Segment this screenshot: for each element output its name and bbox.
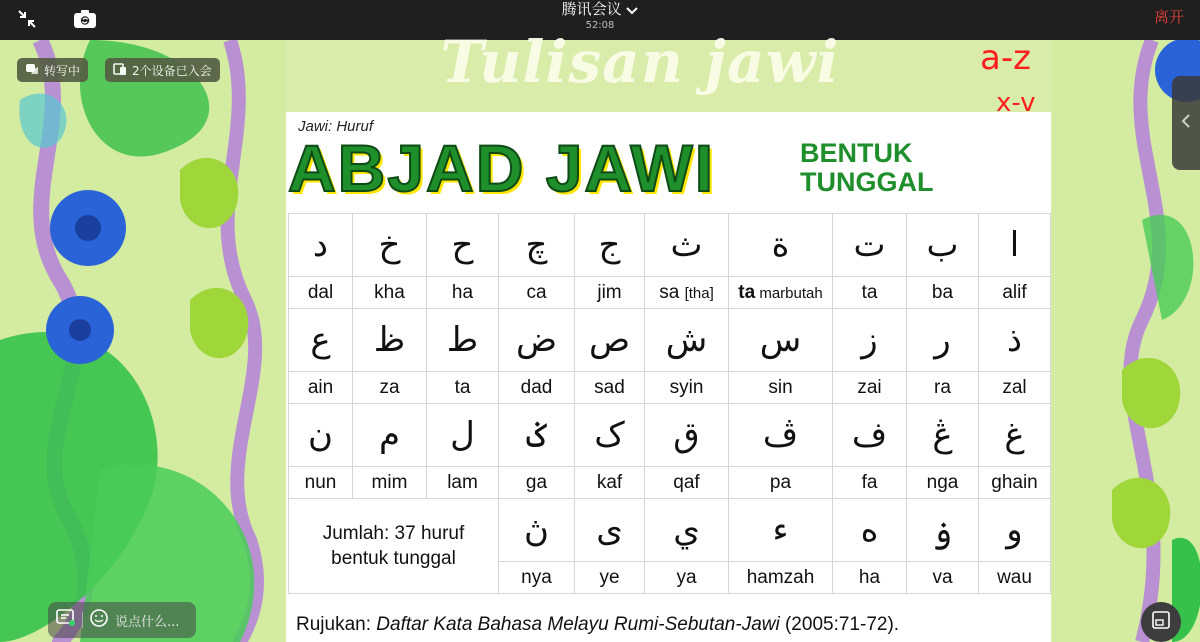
- letter-row: [289, 309, 1051, 372]
- jawi-letter: ݢ: [499, 404, 575, 467]
- jawi-letter: ظ: [353, 309, 427, 372]
- jawi-letter: ف: [833, 404, 907, 467]
- reference-suffix: (2005:71-72).: [779, 614, 900, 635]
- letter-name: nga: [907, 467, 979, 499]
- letter-name: nya: [499, 562, 575, 594]
- letter-name: sin: [729, 372, 833, 404]
- jawi-letter: ب: [907, 214, 979, 277]
- letter-name: ya: [645, 562, 729, 594]
- jawi-letter: ع: [289, 309, 353, 372]
- letter-name: qaf: [645, 467, 729, 499]
- letter-name: mim: [353, 467, 427, 499]
- letter-name: ca: [499, 277, 575, 309]
- letter-row: [289, 499, 1051, 562]
- jawi-letter: چ: [499, 214, 575, 277]
- jawi-letter: ڠ: [907, 404, 979, 467]
- letter-name: zal: [979, 372, 1051, 404]
- annotation-x-v: x-v: [996, 88, 1036, 118]
- meeting-title[interactable]: [0, 0, 1200, 19]
- letter-name: va: [907, 562, 979, 594]
- layout-icon: [1151, 610, 1171, 634]
- jawi-letter: ح: [427, 214, 499, 277]
- jawi-letter: و: [979, 499, 1051, 562]
- reference-prefix: Rujukan:: [296, 614, 377, 635]
- letter-name: kaf: [575, 467, 645, 499]
- letter-name: pa: [729, 467, 833, 499]
- jawi-letter: خ: [353, 214, 427, 277]
- side-heading-line-2: TUNGGAL: [800, 167, 934, 197]
- annotation-a-z: a-z: [980, 38, 1031, 78]
- devices-label: 2个设备已入会: [132, 63, 212, 78]
- emoji-icon[interactable]: [89, 608, 109, 632]
- letter-name: zai: [833, 372, 907, 404]
- chat-divider: [82, 612, 83, 628]
- leave-button[interactable]: 离开: [1153, 8, 1184, 26]
- jawi-letter: ڤ: [729, 404, 833, 467]
- letter-name: za: [353, 372, 427, 404]
- jawi-letter: ط: [427, 309, 499, 372]
- letter-grid: [288, 213, 1051, 594]
- jawi-letter: ي: [645, 499, 729, 562]
- meeting-title-text: 腾讯会议: [561, 0, 622, 18]
- meeting-timer: 52:08: [585, 20, 615, 31]
- jawi-letter: ء: [729, 499, 833, 562]
- total-note-line-1: Jumlah: 37 huruf: [322, 523, 465, 544]
- letter-name: kha: [353, 277, 427, 309]
- jawi-letter: د: [289, 214, 353, 277]
- letter-name: syin: [645, 372, 729, 404]
- jawi-letter: ل: [427, 404, 499, 467]
- letter-name: hamzah: [729, 562, 833, 594]
- letter-name: nun: [289, 467, 353, 499]
- chart-heading: ABJAD JAWI: [288, 131, 716, 205]
- jawi-letter: ى: [575, 499, 645, 562]
- side-heading-line-1: BENTUK: [800, 138, 913, 168]
- jawi-letter: ۏ: [907, 499, 979, 562]
- devices-chip[interactable]: [105, 58, 220, 82]
- letter-name: ha: [833, 562, 907, 594]
- jawi-letter: ڽ: [499, 499, 575, 562]
- reference-text: [296, 614, 899, 636]
- decorative-background-left: [0, 40, 285, 642]
- name-row: [289, 467, 1051, 499]
- transcribing-chip[interactable]: [17, 58, 88, 82]
- chart-subtitle: Jawi: Huruf: [298, 118, 374, 135]
- chevron-down-icon: [626, 1, 638, 19]
- slide-title: Tulisan jawi: [440, 28, 840, 96]
- transcribing-label: 转写中: [44, 63, 81, 78]
- chat-input-bar[interactable]: [48, 602, 196, 638]
- abjad-chart-panel: [286, 112, 1051, 642]
- letter-name: dad: [499, 372, 575, 404]
- letter-name: ghain: [979, 467, 1051, 499]
- jawi-letter: ز: [833, 309, 907, 372]
- letter-name: ga: [499, 467, 575, 499]
- jawi-letter: ج: [575, 214, 645, 277]
- chat-placeholder[interactable]: 说点什么...: [115, 614, 180, 630]
- letter-row: [289, 214, 1051, 277]
- letter-name: ain: [289, 372, 353, 404]
- chart-side-heading: [800, 139, 933, 197]
- jawi-letter: ة: [729, 214, 833, 277]
- letter-name: wau: [979, 562, 1051, 594]
- chevron-left-icon: [1181, 113, 1191, 133]
- letter-name: ha: [427, 277, 499, 309]
- jawi-letter: ص: [575, 309, 645, 372]
- jawi-letter: س: [729, 309, 833, 372]
- letter-name: ba: [907, 277, 979, 309]
- transcribe-icon: [25, 62, 39, 79]
- letter-name: lam: [427, 467, 499, 499]
- name-row: [289, 372, 1051, 404]
- jawi-letter: ض: [499, 309, 575, 372]
- jawi-letter: ت: [833, 214, 907, 277]
- total-note: [289, 499, 499, 594]
- jawi-letter: ق: [645, 404, 729, 467]
- letter-name: ta: [427, 372, 499, 404]
- jawi-letter: ک: [575, 404, 645, 467]
- letter-name: ta marbutah: [729, 277, 833, 309]
- letter-name: dal: [289, 277, 353, 309]
- jawi-letter: غ: [979, 404, 1051, 467]
- letter-name: fa: [833, 467, 907, 499]
- letter-name: alif: [979, 277, 1051, 309]
- letter-name: jim: [575, 277, 645, 309]
- letter-row: [289, 404, 1051, 467]
- jawi-letter: ن: [289, 404, 353, 467]
- jawi-letter: ر: [907, 309, 979, 372]
- jawi-letter: ه: [833, 499, 907, 562]
- letter-name: sa [tha]: [645, 277, 729, 309]
- name-row: [289, 277, 1051, 309]
- jawi-letter: ا: [979, 214, 1051, 277]
- devices-icon: [113, 62, 127, 79]
- letter-name: ta: [833, 277, 907, 309]
- jawi-letter: م: [353, 404, 427, 467]
- total-note-line-2: bentuk tunggal: [331, 548, 456, 569]
- chat-icon[interactable]: [56, 609, 76, 631]
- jawi-letter: ث: [645, 214, 729, 277]
- side-panel-handle[interactable]: [1172, 76, 1200, 170]
- letter-name: ye: [575, 562, 645, 594]
- letter-name: ra: [907, 372, 979, 404]
- jawi-letter: ش: [645, 309, 729, 372]
- layout-button[interactable]: [1141, 602, 1181, 642]
- reference-title: Daftar Kata Bahasa Melayu Rumi-Sebutan-Jawi: [376, 614, 780, 635]
- letter-name: sad: [575, 372, 645, 404]
- jawi-letter: ذ: [979, 309, 1051, 372]
